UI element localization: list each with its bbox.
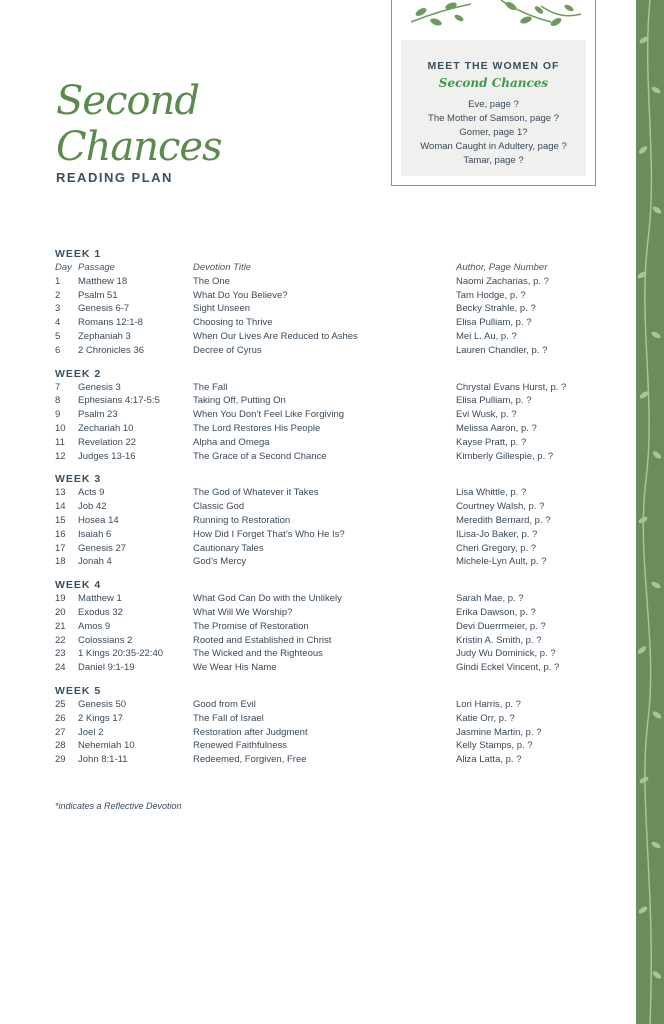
- reading-row: [55, 647, 615, 661]
- author-cell: Melissa Aaron, p. ?: [456, 422, 537, 434]
- author-cell: Chrystal Evans Hurst, p. ?: [456, 381, 567, 393]
- reading-row: [55, 330, 615, 344]
- reading-row: [55, 514, 615, 528]
- author-cell: Kimberly Gillespie, p. ?: [456, 450, 554, 462]
- title-block: [56, 78, 256, 185]
- passage-cell: Isaiah 6: [78, 528, 112, 540]
- title-cell: The Grace of a Second Chance: [193, 450, 327, 462]
- title-cell: Classic God: [193, 501, 245, 513]
- column-header-author: Author, Page Number: [456, 262, 548, 273]
- title-subtitle: READING PLAN: [56, 170, 173, 185]
- meet-box-item: The Mother of Samson, page ?: [428, 113, 559, 124]
- title-cell: When You Don’t Feel Like Forgiving: [193, 409, 345, 421]
- day-cell: 22: [55, 634, 66, 646]
- title-cell: Cautionary Tales: [193, 542, 264, 554]
- day-cell: 26: [55, 712, 66, 724]
- reading-plan: [55, 248, 615, 767]
- week-heading: WEEK 5: [55, 684, 102, 697]
- author-cell: Kelly Stamps, p. ?: [456, 740, 533, 752]
- reading-row: [55, 555, 615, 569]
- reading-row: [55, 450, 615, 464]
- passage-cell: Zephaniah 3: [78, 330, 131, 342]
- passage-cell: Judges 13-16: [78, 450, 136, 462]
- day-cell: 16: [55, 528, 66, 540]
- passage-cell: Colossians 2: [78, 634, 133, 646]
- reading-row: [55, 500, 615, 514]
- day-cell: 2: [55, 289, 61, 301]
- author-cell: Naomi Zacharias, p. ?: [456, 275, 549, 287]
- day-cell: 20: [55, 606, 66, 618]
- reading-row: [55, 634, 615, 648]
- passage-cell: Genesis 50: [78, 698, 127, 710]
- leaf-border-icon: [401, 0, 586, 40]
- author-cell: Kayse Pratt, p. ?: [456, 436, 527, 448]
- column-header-title: Devotion Title: [193, 262, 251, 273]
- passage-cell: Joel 2: [78, 726, 104, 738]
- passage-cell: Psalm 51: [78, 289, 118, 301]
- author-cell: Courtney Walsh, p. ?: [456, 501, 545, 513]
- passage-cell: Zechariah 10: [78, 422, 134, 434]
- day-cell: 24: [55, 662, 66, 674]
- passage-cell: Ephesians 4:17-5:5: [78, 395, 160, 407]
- title-cell: The Wicked and the Righteous: [193, 648, 323, 660]
- title-cell: Renewed Faithfulness: [193, 740, 287, 752]
- passage-cell: Revelation 22: [78, 436, 137, 448]
- day-cell: 6: [55, 344, 61, 356]
- title-cell: Running to Restoration: [193, 514, 291, 526]
- author-cell: Jasmine Martin, p. ?: [456, 726, 542, 738]
- reading-row: [55, 302, 615, 316]
- day-cell: 28: [55, 740, 66, 752]
- day-cell: 25: [55, 698, 66, 710]
- title-cell: Rooted and Established in Christ: [193, 634, 332, 646]
- reading-row: [55, 436, 615, 450]
- author-cell: Mei L. Au, p. ?: [456, 330, 517, 342]
- title-cell: The Promise of Restoration: [193, 620, 309, 632]
- author-cell: Devi Duerrmeier, p. ?: [456, 620, 546, 632]
- reading-row: [55, 422, 615, 436]
- meet-box-subheading: Second Chances: [438, 76, 549, 90]
- passage-cell: Genesis 6-7: [78, 303, 130, 315]
- author-cell: Michele-Lyn Ault, p. ?: [456, 556, 547, 568]
- author-cell: Sarah Mae, p. ?: [456, 593, 524, 605]
- reading-row: [55, 528, 615, 542]
- day-cell: 11: [55, 436, 65, 448]
- meet-box-heading: MEET THE WOMEN OF: [427, 60, 560, 72]
- title-cell: Choosing to Thrive: [193, 317, 273, 329]
- author-cell: Kristin A. Smith, p. ?: [456, 634, 542, 646]
- title-cell: The Fall: [193, 381, 228, 393]
- author-cell: Judy Wu Dominick, p. ?: [456, 648, 556, 660]
- day-cell: 23: [55, 648, 66, 660]
- reading-row: [55, 344, 615, 358]
- title-cell: What God Can Do with the Unlikely: [193, 593, 342, 605]
- title-cell: Good from Evil: [193, 698, 256, 710]
- day-cell: 19: [55, 593, 66, 605]
- day-cell: 18: [55, 556, 66, 568]
- passage-cell: Romans 12:1-8: [78, 317, 143, 329]
- passage-cell: Matthew 1: [78, 593, 122, 605]
- day-cell: 27: [55, 726, 66, 738]
- passage-cell: 1 Kings 20:35-22:40: [78, 648, 164, 660]
- author-cell: Cheri Gregory, p. ?: [456, 542, 537, 554]
- column-header-row: [55, 261, 615, 275]
- passage-cell: 2 Kings 17: [78, 712, 123, 724]
- reading-row: [55, 739, 615, 753]
- passage-cell: Jonah 4: [78, 556, 112, 568]
- column-header-passage: Passage: [78, 262, 115, 273]
- title-cell: Alpha and Omega: [193, 436, 270, 448]
- passage-cell: Job 42: [78, 501, 107, 513]
- author-cell: Katie Orr, p. ?: [456, 712, 515, 724]
- author-cell: Elisa Pulliam, p. ?: [456, 317, 532, 329]
- title-cell: Taking Off, Putting On: [193, 395, 286, 407]
- reading-row: [55, 289, 615, 303]
- title-cell: What Will We Worship?: [193, 606, 293, 618]
- day-cell: 12: [55, 450, 66, 462]
- reading-row: [55, 726, 615, 740]
- passage-cell: Acts 9: [78, 487, 105, 499]
- passage-cell: Hosea 14: [78, 514, 119, 526]
- author-cell: Lauren Chandler, p. ?: [456, 344, 548, 356]
- title-cell: The God of Whatever it Takes: [193, 487, 319, 499]
- meet-box-list: [391, 98, 596, 168]
- title-cell: What Do You Believe?: [193, 289, 288, 301]
- reading-row: [55, 698, 615, 712]
- passage-cell: Matthew 18: [78, 275, 128, 287]
- passage-cell: Amos 9: [78, 620, 111, 632]
- reading-row: [55, 606, 615, 620]
- week-heading: WEEK 3: [55, 473, 102, 486]
- title-cell: Redeemed, Forgiven, Free: [193, 754, 307, 766]
- day-cell: 8: [55, 395, 61, 407]
- day-cell: 17: [55, 542, 66, 554]
- decorative-leaf-strip: [636, 0, 664, 1024]
- day-cell: 10: [55, 422, 66, 434]
- title-cell: The Fall of Israel: [193, 712, 264, 724]
- passage-cell: Daniel 9:1-19: [78, 662, 135, 674]
- author-cell: Erika Dawson, p. ?: [456, 606, 536, 618]
- title-line-2: Chances: [56, 124, 222, 170]
- author-cell: Lisa Whittle, p. ?: [456, 487, 527, 499]
- title-cell: Restoration after Judgment: [193, 726, 308, 738]
- day-cell: 21: [55, 620, 66, 632]
- reading-row: [55, 408, 615, 422]
- title-cell: Sight Unseen: [193, 303, 251, 315]
- day-cell: 7: [55, 381, 61, 393]
- reading-row: [55, 592, 615, 606]
- meet-the-women-box: [391, 0, 596, 186]
- author-cell: Gindi Eckel Vincent, p. ?: [456, 662, 560, 674]
- title-cell: How Did I Forget That’s Who He Is?: [193, 528, 345, 540]
- author-cell: Evi Wusk, p. ?: [456, 409, 517, 421]
- reading-row: [55, 394, 615, 408]
- week-heading: WEEK 2: [55, 367, 102, 380]
- day-cell: 3: [55, 303, 61, 315]
- reading-row: [55, 753, 615, 767]
- day-cell: 4: [55, 317, 61, 329]
- meet-box-item: Gomer, page 1?: [459, 127, 528, 138]
- author-cell: Tam Hodge, p. ?: [456, 289, 526, 301]
- reading-row: [55, 542, 615, 556]
- day-cell: 13: [55, 487, 66, 499]
- author-cell: Lori Harris, p. ?: [456, 698, 521, 710]
- reading-row: [55, 275, 615, 289]
- reading-row: [55, 486, 615, 500]
- passage-cell: 2 Chronicles 36: [78, 344, 145, 356]
- day-cell: 15: [55, 514, 66, 526]
- reading-row: [55, 316, 615, 330]
- passage-cell: Exodus 32: [78, 606, 123, 618]
- meet-box-panel: [401, 0, 586, 176]
- meet-box-item: Eve, page ?: [468, 99, 519, 110]
- week-heading: WEEK 4: [55, 579, 102, 592]
- title-cell: We Wear His Name: [193, 662, 277, 674]
- author-cell: Elisa Pulliam, p. ?: [456, 395, 532, 407]
- day-cell: 9: [55, 409, 61, 421]
- author-cell: ILisa-Jo Baker, p. ?: [456, 528, 538, 540]
- title-line-1: Second: [56, 78, 199, 124]
- title-cell: When Our Lives Are Reduced to Ashes: [193, 330, 358, 342]
- author-cell: Aliza Latta, p. ?: [456, 754, 522, 766]
- day-cell: 5: [55, 330, 61, 342]
- reading-row: [55, 712, 615, 726]
- column-header-day: Day: [55, 262, 72, 273]
- reading-row: [55, 381, 615, 395]
- title-cell: The Lord Restores His People: [193, 422, 321, 434]
- title-cell: God’s Mercy: [193, 556, 247, 568]
- day-cell: 1: [55, 275, 61, 287]
- passage-cell: John 8:1-11: [78, 754, 128, 766]
- passage-cell: Psalm 23: [78, 409, 118, 421]
- leaf-pattern-icon: [636, 0, 664, 1024]
- day-cell: 29: [55, 754, 66, 766]
- meet-box-item: Woman Caught in Adultery, page ?: [420, 141, 567, 152]
- title-cell: Decree of Cyrus: [193, 344, 262, 356]
- author-cell: Meredith Bernard, p. ?: [456, 514, 551, 526]
- reading-row: [55, 620, 615, 634]
- passage-cell: Nehemiah 10: [78, 740, 135, 752]
- passage-cell: Genesis 3: [78, 381, 121, 393]
- author-cell: Becky Strahle, p. ?: [456, 303, 536, 315]
- week-heading: WEEK 1: [55, 248, 102, 260]
- day-cell: 14: [55, 501, 66, 513]
- passage-cell: Genesis 27: [78, 542, 127, 554]
- footnote: *indicates a Reflective Devotion: [55, 801, 182, 811]
- meet-box-item: Tamar, page ?: [463, 155, 524, 166]
- reading-row: [55, 661, 615, 675]
- title-cell: The One: [193, 275, 230, 287]
